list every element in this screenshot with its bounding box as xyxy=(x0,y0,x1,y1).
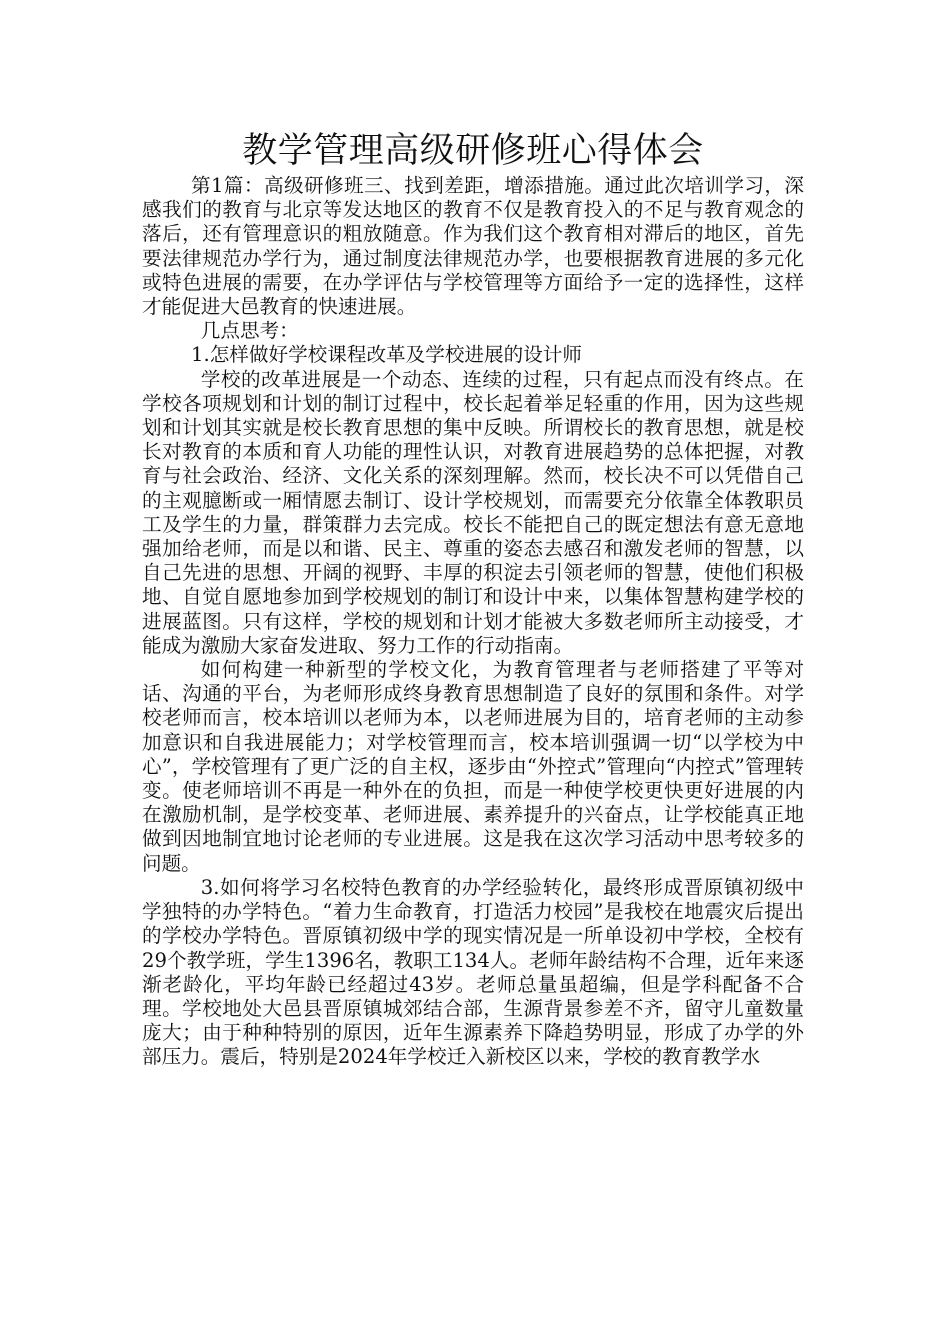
paragraph-point-3: 3.如何将学习名校特色教育的办学经验转化，最终形成晋原镇初级中学独特的办学特色。“着力生命教育，打造活力校园”是我校在地震灾后提出的学校办学特色。晋原镇初级中学的现实情况是一所单设初中学校，全校有29个教学班，学生1396名，教职工134人。老师年龄结构不合理，近年来逐渐老龄化，平均年龄已经超过43岁。老师总量虽超编，但是学科配备不合理。学校地处大邑县晋原镇城郊结合部，生源背景参差不齐，留守儿童数量庞大；由于种种特别的原因，近年生源素养下降趋势明显，形成了办学的外部压力。震后，特别是2024年学校迁入新校区以来，学校的教育教学水 xyxy=(142,875,804,1069)
paragraph-school-culture: 如何构建一种新型的学校文化，为教育管理者与老师搭建了平等对话、沟通的平台，为老师形成终身教育思想制造了良好的氛围和条件。对学校老师而言，校本培训以老师为本，以老师进展为目的，培育老师的主动参加意识和自我进展能力；对学校管理而言，校本培训强调一切“以学校为中心”，学校管理有了更广泛的自主权，逐步由“外控式”管理向“内控式”管理转变。使老师培训不再是一种外在的负担，而是一种使学校更快更好进展的内在激励机制，是学校变革、老师进展、素养提升的兴奋点，让学校能真正地做到因地制宜地讨论老师的专业进展。这是我在这次学习活动中思考较多的问题。 xyxy=(142,658,804,875)
paragraph-point-1-body: 学校的改革进展是一个动态、连续的过程，只有起点而没有终点。在学校各项规划和计划的制订过程中，校长起着举足轻重的作用，因为这些规划和计划其实就是校长教育思想的集中反映。所谓校长的教育思想，就是校长对教育的本质和育人功能的理性认识，对教育进展趋势的总体把握，对教育与社会政治、经济、文化关系的深刻理解。然而，校长决不可以凭借自己的主观臆断或一厢情愿去制订、设计学校规划，而需要充分依靠全体教职员工及学生的力量，群策群力去完成。校长不能把自己的既定想法有意无意地强加给老师，而是以和谐、民主、尊重的姿态去感召和激发老师的智慧，以自己先进的思想、开阔的视野、丰厚的积淀去引领老师的智慧，使他们积极地、自觉自愿地参加到学校规划的制订和设计中来，以集体智慧构建学校的进展蓝图。只有这样，学校的规划和计划才能被大多数老师所主动接受，才能成为激励大家奋发进取、努力工作的行动指南。 xyxy=(142,367,804,657)
document-page xyxy=(142,128,804,1070)
document-title: 教学管理高级研修班心得体会 xyxy=(242,131,704,171)
paragraph-thoughts-heading: 几点思考： xyxy=(200,319,299,343)
paragraph-intro: 第1篇：高级研修班三、找到差距，增添措施。通过此次培训学习，深感我们的教育与北京等发达地区的教育不仅是教育投入的不足与教育观念的落后，还有管理意识的粗放随意。作为我们这个教育相对滞后的地区，首先要法律规范办学行为，通过制度法律规范办学，也要根据教育进展的多元化或特色进展的需要，在办学评估与学校管理等方面给予一定的选择性，这样才能促进大邑教育的快速进展。 xyxy=(142,174,804,319)
paragraph-point-1-heading: 1.怎样做好学校课程改革及学校进展的设计师 xyxy=(191,343,582,367)
